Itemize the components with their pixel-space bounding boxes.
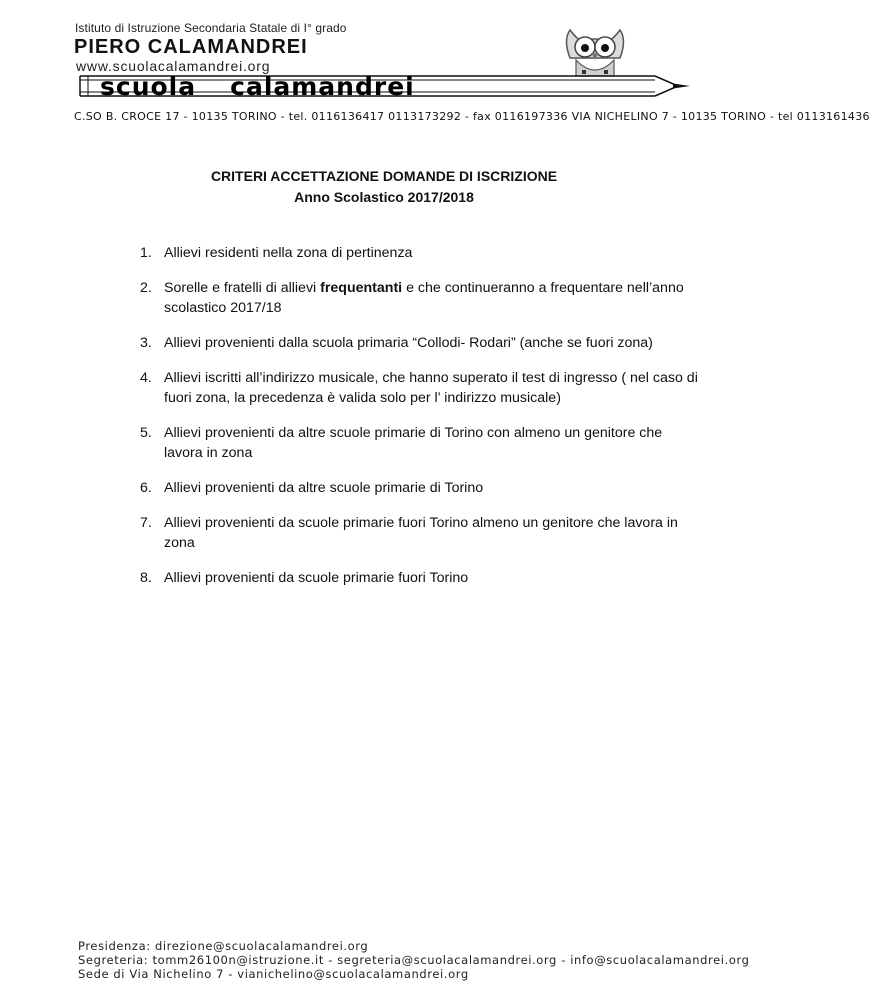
- list-item: [140, 333, 700, 353]
- item-text: Allievi provenienti dalla scuola primaria “Collodi- Rodari” (anche se fuori zona): [164, 335, 653, 351]
- item-text-bold: frequentanti: [320, 280, 403, 296]
- item-number: 6.: [140, 480, 152, 496]
- list-item: [140, 278, 700, 318]
- list-item: [140, 243, 700, 263]
- pencil-word-scuola: scuola: [100, 72, 197, 101]
- item-text-before: Sorelle e fratelli di allievi: [164, 280, 321, 296]
- owl-icon: [567, 30, 624, 76]
- school-name: PIERO CALAMANDREI: [74, 36, 308, 58]
- pencil-lettering: [100, 74, 449, 99]
- item-text-after: e che continueranno a frequentare nell’anno scolastico 2017/18: [164, 280, 684, 316]
- item-text: Allievi provenienti da altre scuole primarie di Torino con almeno un genitore che lavora in zona: [164, 425, 663, 461]
- footer: [78, 939, 749, 981]
- footer-segreteria: Segreteria: tomm26100n@istruzione.it - segreteria@scuolacalamandrei.org - info@scuolacalamandrei.org: [78, 953, 750, 967]
- item-text: Allievi iscritti all’indirizzo musicale, che hanno superato il test di ingresso ( nel caso di fuori zona, la precedenza è valida solo per l’ indirizzo musicale): [164, 370, 698, 406]
- item-text: Allievi provenienti da altre scuole primarie di Torino: [164, 480, 484, 496]
- item-number: 2.: [140, 280, 152, 296]
- item-number: 7.: [140, 515, 152, 531]
- school-website: www.scuolacalamandrei.org: [76, 58, 271, 74]
- item-text: Allievi provenienti da scuole primarie fuori Torino: [164, 570, 469, 586]
- document-title: CRITERI ACCETTAZIONE DOMANDE DI ISCRIZIONE: [210, 168, 558, 184]
- list-item: [140, 568, 700, 588]
- list-item: [140, 478, 700, 498]
- item-number: 5.: [140, 425, 152, 441]
- item-text: Allievi provenienti da scuole primarie fuori Torino almeno un genitore che lavora in zona: [164, 515, 678, 551]
- address-line: C.SO B. CROCE 17 - 10135 TORINO - tel. 0116136417 0113173292 - fax 0116197336 VIA NICHELINO 7 - 10135 TORINO - tel 0113161436: [74, 110, 870, 123]
- pencil-word-calamandrei: calamandrei: [230, 72, 415, 101]
- item-number: 4.: [140, 370, 152, 386]
- pencil-logo: [70, 20, 700, 120]
- document-subtitle: Anno Scolastico 2017/2018: [294, 189, 474, 205]
- item-text: Allievi residenti nella zona di pertinenza: [164, 245, 413, 261]
- list-item: [140, 368, 700, 408]
- item-number: 1.: [140, 245, 152, 261]
- footer-sede: Sede di Via Nichelino 7 - vianichelino@scuolacalamandrei.org: [78, 967, 469, 981]
- item-number: 3.: [140, 335, 152, 351]
- list-item: [140, 513, 700, 553]
- institute-name: Istituto di Istruzione Secondaria Statale di I° grado: [75, 21, 347, 35]
- item-number: 8.: [140, 570, 152, 586]
- criteria-list: [140, 243, 700, 603]
- footer-presidenza: Presidenza: direzione@scuolacalamandrei.org: [78, 939, 369, 953]
- list-item: [140, 423, 700, 463]
